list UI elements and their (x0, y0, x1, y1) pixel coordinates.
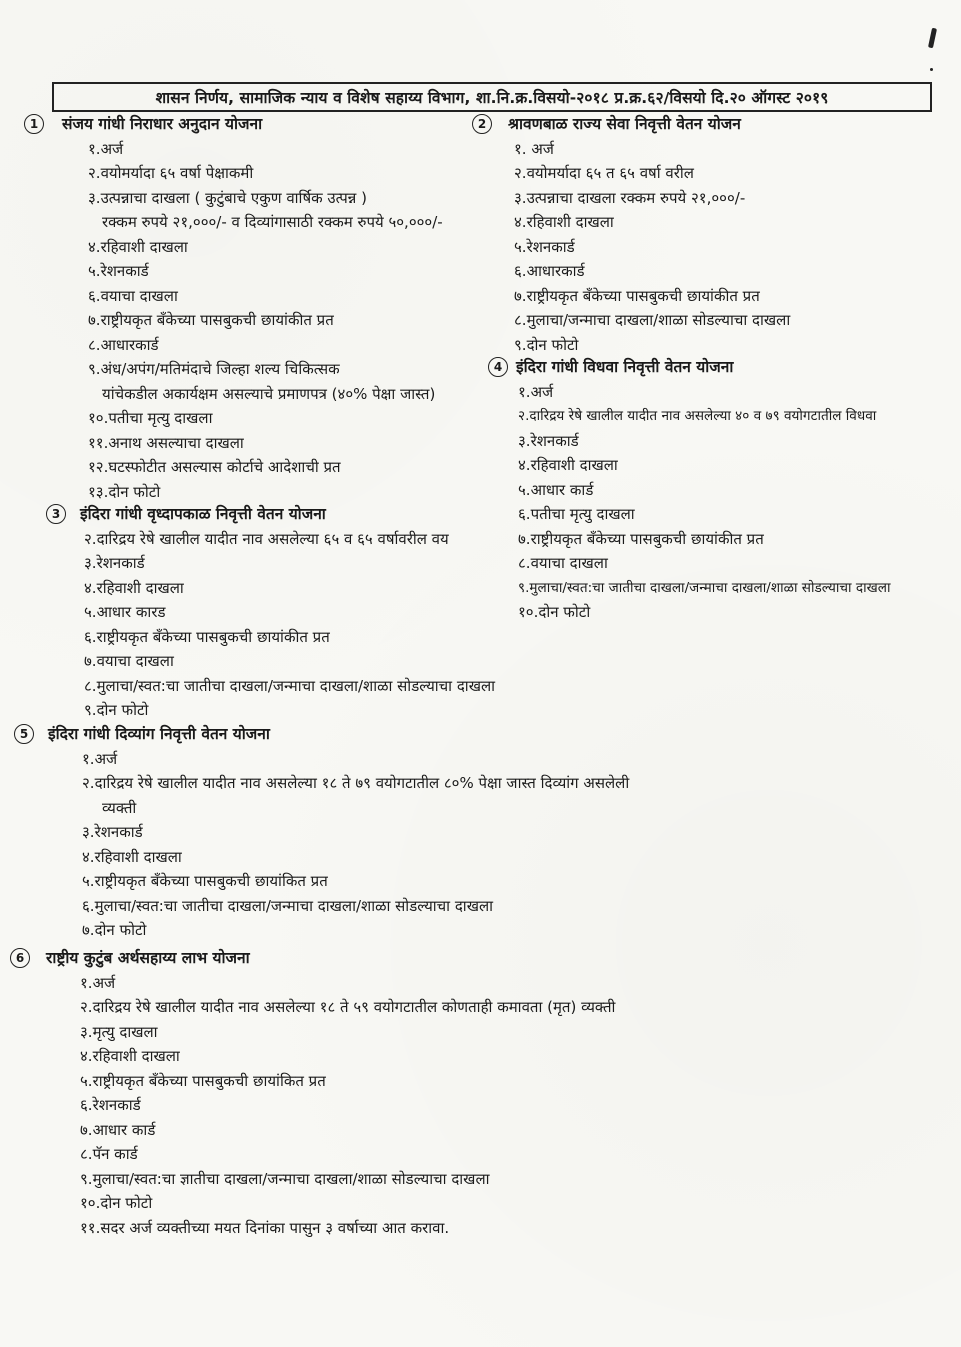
list-item: १. अर्ज (514, 139, 554, 158)
list-item: ४.रहिवाशी दाखला (84, 578, 184, 597)
list-item: १.अर्ज (82, 749, 118, 768)
pen-mark (928, 28, 937, 49)
scheme-title (488, 355, 890, 380)
list-item: ८.मुलाचा/जन्माचा दाखला/शाळा सोडल्याचा दाखला (514, 311, 791, 329)
list-item: ३.रेशनकार्ड (84, 554, 145, 572)
list-item-continuation: व्यक्ती (102, 798, 137, 817)
list-item: ७.दोन फोटो (82, 921, 147, 939)
list-item: ३.उत्पन्नाचा दाखला ( कुटुंबाचे एकुण वार्षिक उत्पन्न ) (88, 188, 367, 207)
list-item: ५.रेशनकार्ड (88, 262, 149, 280)
list-item: ३.रेशनकार्ड (82, 823, 143, 841)
scheme-section-2 (472, 112, 790, 357)
list-item: ११.सदर अर्ज व्यक्तीच्या मयत दिनांका पासुन ३ वर्षाच्या आत करावा. (80, 1218, 450, 1237)
scheme-section-3 (46, 502, 495, 723)
scheme-section-4 (488, 355, 890, 625)
list-item: ५.राष्ट्रीयकृत बँकेच्या पासबुकची छायांकित प्रत (80, 1071, 326, 1090)
list-item: २.वयोमर्यादा ६५ वर्षा पेक्षाकमी (88, 164, 254, 182)
list-item: १३.दोन फोटो (88, 482, 161, 501)
list-item: १.अर्ज (88, 139, 124, 158)
list-item: ६.आधारकार्ड (514, 262, 585, 280)
circled-number: 4 (488, 357, 508, 377)
list-item: १०.दोन फोटो (80, 1194, 153, 1212)
list-item: २.दारिद्रय रेषे खालील यादीत नाव असलेल्या ४० व ७९ वयोगटातील विधवा (518, 408, 877, 424)
list-item: ६.राष्ट्रीयकृत बँकेच्या पासबुकची छायांकीत प्रत (84, 627, 330, 646)
list-item: ९.मुलाचा/स्वत:चा ज्ञातीचा दाखला/जन्माचा दाखला/शाळा सोडल्याचा दाखला (80, 1169, 490, 1188)
list-item: ४.रहिवाशी दाखला (80, 1047, 180, 1065)
list-item: ३.मृत्यु दाखला (80, 1022, 158, 1041)
list-item: ५.राष्ट्रीयकृत बँकेच्या पासबुकची छायांकित प्रत (82, 872, 328, 890)
document-list (10, 971, 615, 1241)
list-item: ६.वयाचा दाखला (88, 286, 178, 305)
scheme-title (10, 946, 615, 971)
scheme-section-5 (14, 722, 629, 943)
list-item: २.दारिद्रय रेषे खालील यादीत नाव असलेल्या १८ ते ५९ वयोगटातील कोणताही कमावता (मृत) व्यक्ती (80, 998, 616, 1016)
list-item: ५.रेशनकार्ड (514, 237, 575, 256)
scheme-title-text: इंदिरा गांधी दिव्यांग निवृत्ती वेतन योजना (48, 725, 270, 743)
list-item: ९.दोन फोटो (514, 335, 579, 354)
list-item: ६.रेशनकार्ड (80, 1096, 141, 1114)
circled-number: 2 (472, 114, 492, 134)
list-item: ८.वयाचा दाखला (518, 554, 608, 572)
scheme-title (24, 112, 443, 137)
list-item: २.वयोमर्यादा ६५ त ६५ वर्षा वरील (514, 164, 694, 182)
list-item: ४.रहिवाशी दाखला (514, 213, 614, 231)
list-item: ९.दोन फोटो (84, 701, 149, 719)
list-item: ९.अंध/अपंग/मतिमंदाचे जिल्हा शल्य चिकित्सक (88, 360, 340, 378)
list-item: १.अर्ज (80, 973, 116, 992)
scheme-section-6 (10, 946, 615, 1240)
document-header (52, 82, 932, 112)
header-text: शासन निर्णय, सामाजिक न्याय व विशेष सहाय्य विभाग, शा.नि.क्र.विसयो-२०१८ प्र.क्र.६२/विसयो दि.२० ऑगस्ट २०१९ (155, 89, 829, 107)
list-item: ४.रहिवाशी दाखला (82, 847, 182, 866)
list-item: १०.पतीचा मृत्यु दाखला (88, 409, 213, 427)
list-item: ६.मुलाचा/स्वत:चा जातीचा दाखला/जन्माचा दाखला/शाळा सोडल्याचा दाखला (82, 896, 494, 915)
document-list (24, 137, 443, 505)
document-list (14, 747, 629, 943)
circled-number: 5 (14, 724, 34, 744)
scheme-title-text: श्रावणबाळ राज्य सेवा निवृत्ती वेतन योजन (508, 115, 741, 133)
list-item: २.दारिद्रय रेषे खालील यादीत नाव असलेल्या १८ ते ७९ वयोगटातील ८०% पेक्षा जास्त दिव्यांग असलेली (82, 774, 630, 792)
list-item: ७.आधार कार्ड (80, 1120, 156, 1139)
list-item: १०.दोन फोटो (518, 603, 591, 621)
list-item: ५.आधार कारड (84, 603, 166, 621)
scheme-title-text: इंदिरा गांधी वृध्दापकाळ निवृत्ती वेतन योजना (80, 505, 326, 523)
scheme-title-text: राष्ट्रीय कुटुंब अर्थसहाय्य लाभ योजना (46, 949, 250, 967)
document-list (472, 137, 790, 358)
document-list (488, 380, 890, 625)
document-list (46, 527, 495, 723)
list-item: ११.अनाथ असल्याचा दाखला (88, 433, 244, 452)
list-item: ७.राष्ट्रीयकृत बँकेच्या पासबुकची छायांकीत प्रत (518, 529, 764, 548)
list-item: ९.मुलाचा/स्वत:चा जातीचा दाखला/जन्माचा दाखला/शाळा सोडल्याचा दाखला (518, 579, 891, 596)
scheme-title (14, 722, 629, 747)
list-item: ८.पॅन कार्ड (80, 1145, 138, 1163)
scheme-title (472, 112, 790, 137)
circled-number: 3 (46, 504, 66, 524)
list-item: २.दारिद्रय रेषे खालील यादीत नाव असलेल्या ६५ व ६५ वर्षावरील वय (84, 529, 449, 548)
list-item: ७.वयाचा दाखला (84, 652, 174, 670)
list-item: ३.रेशनकार्ड (518, 431, 579, 450)
circled-number: 1 (24, 114, 44, 134)
list-item: ५.आधार कार्ड (518, 480, 594, 499)
list-item: ७.राष्ट्रीयकृत बँकेच्या पासबुकची छायांकीत प्रत (514, 286, 760, 305)
list-item: १.अर्ज (518, 382, 554, 401)
list-item-continuation: रक्कम रुपये २१,०००/- व दिव्यांगासाठी रक्कम रुपये ५०,०००/- (102, 213, 443, 231)
list-item: ४.रहिवाशी दाखला (518, 456, 618, 474)
list-item: १२.घटस्फोटीत असल्यास कोर्टाचे आदेशाची प्रत (88, 458, 341, 476)
scheme-title-text: इंदिरा गांधी विधवा निवृत्ती वेतन योजना (516, 358, 734, 376)
circled-number: 6 (10, 948, 30, 968)
list-item: ३.उत्पन्नाचा दाखला रक्कम रुपये २१,०००/- (514, 188, 746, 207)
list-item: ८.आधारकार्ड (88, 335, 159, 354)
list-item: ४.रहिवाशी दाखला (88, 237, 188, 256)
scheme-title-text: संजय गांधी निराधार अनुदान योजना (62, 115, 263, 133)
scheme-section-1 (24, 112, 443, 504)
list-item: ८.मुलाचा/स्वत:चा जातीचा दाखला/जन्माचा दाखला/शाळा सोडल्याचा दाखला (84, 676, 496, 695)
list-item: ७.राष्ट्रीयकृत बँकेच्या पासबुकची छायांकीत प्रत (88, 311, 334, 329)
pen-dot (930, 68, 933, 71)
scheme-title (46, 502, 495, 527)
list-item-continuation: यांचेकडील अकार्यक्षम असल्याचे प्रमाणपत्र (४०% पेक्षा जास्त) (102, 384, 436, 403)
list-item: ६.पतीचा मृत्यु दाखला (518, 505, 635, 523)
